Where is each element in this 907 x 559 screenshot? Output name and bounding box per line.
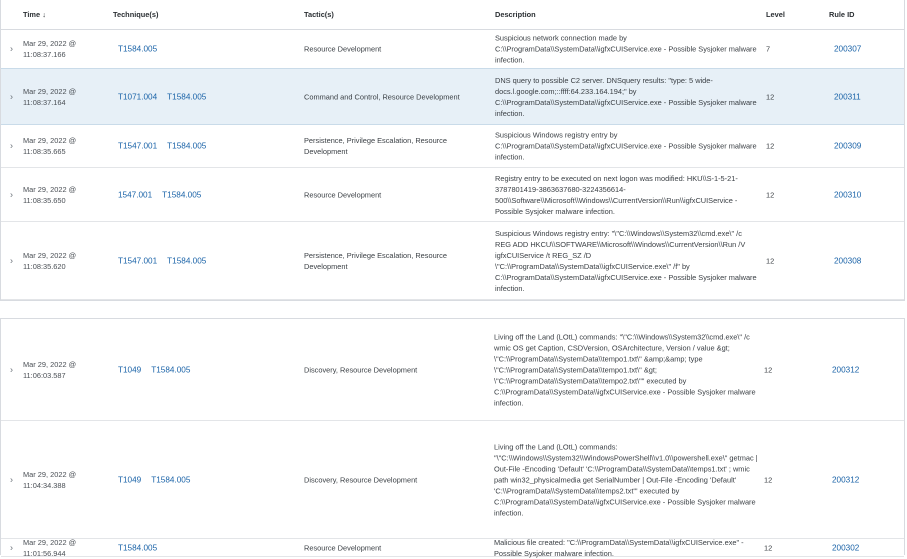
table-row[interactable] bbox=[1, 222, 904, 300]
technique-link[interactable]: T1584.005 bbox=[151, 475, 191, 484]
technique-link[interactable]: T1584.005 bbox=[167, 256, 207, 265]
chevron-right-icon[interactable]: › bbox=[10, 542, 13, 552]
description-text: Malicious file created: "C:\\ProgramData\\SystemData\\igfxCUIService.exe" - Possible Sysjoker malware infection. bbox=[494, 537, 744, 558]
technique-list bbox=[118, 255, 216, 266]
technique-link[interactable]: T1584.005 bbox=[118, 543, 158, 552]
rule-id-link[interactable]: 200307 bbox=[834, 44, 862, 53]
chevron-right-icon[interactable]: › bbox=[10, 364, 13, 375]
description-text: Suspicious network connection made by C:\\ProgramData\\SystemData\\igfxCUIService.exe - Possible Sysjoker malware infection. bbox=[495, 33, 757, 64]
timestamp: Mar 29, 2022 @ 11:08:35.620 bbox=[23, 250, 77, 271]
sort-descending-icon[interactable]: ↓ bbox=[42, 10, 46, 19]
tactic-text: Discovery, Resource Development bbox=[304, 365, 418, 375]
description-text: Suspicious Windows registry entry: "\"C:\\Windows\\System32\\cmd.exe\" /c REG ADD HKCU\\SOFTWARE\\Microsoft\\Windows\\CurrentVersion\\Run /V igfxCUIService /t REG_SZ /D \"C:\\ProgramData\\SystemData\\igfxCUIService.exe\" /f" by C:\\ProgramData\\SystemData\\igfxCUIService.exe - Possible Sysjoker malware infection. bbox=[495, 228, 757, 293]
level-value: 12 bbox=[766, 190, 775, 199]
technique-link[interactable]: T1547.001 bbox=[118, 256, 158, 265]
table-row[interactable] bbox=[1, 68, 904, 125]
column-header-tactic[interactable]: Tactic(s) bbox=[304, 10, 334, 19]
level-value: 12 bbox=[764, 365, 773, 375]
technique-link[interactable]: T1584.005 bbox=[167, 141, 207, 150]
description-text: Living off the Land (LOtL) commands: "\"C:\\Windows\\System32\\WindowsPowerShell\\v1.0\\powershell.exe\" getmac | Out-File -Encoding 'Default' 'C:\\ProgramData\\SystemData\\temps1.txt' ; wmic path win32_physicalmedia get SerialNumber | Out-File -Encoding 'Default' 'C:\\ProgramData\\SystemData\\temps2.txt'" executed by C:\\ProgramData\\SystemData\\igfxCUIService.exe - Possible Sysjoker malware infection. bbox=[494, 442, 758, 517]
level-value: 12 bbox=[764, 543, 773, 552]
technique-list bbox=[118, 140, 216, 151]
technique-list bbox=[118, 43, 167, 54]
rule-id-link[interactable]: 200302 bbox=[832, 543, 860, 552]
rule-id-link[interactable]: 200311 bbox=[834, 92, 861, 101]
technique-list bbox=[118, 474, 200, 485]
technique-link[interactable]: T1584.005 bbox=[162, 190, 202, 199]
tactic-text: Command and Control, Resource Development bbox=[304, 92, 460, 101]
table-row[interactable] bbox=[1, 539, 904, 557]
timestamp: Mar 29, 2022 @ 11:08:37.166 bbox=[23, 38, 77, 59]
technique-link[interactable]: T1584.005 bbox=[151, 365, 191, 375]
rule-id-link[interactable]: 200308 bbox=[834, 256, 862, 265]
rule-id-link[interactable]: 200312 bbox=[832, 475, 860, 484]
tactic-text: Discovery, Resource Development bbox=[304, 475, 418, 484]
rule-id-link[interactable]: 200312 bbox=[832, 365, 860, 375]
column-header-description[interactable]: Description bbox=[495, 10, 536, 19]
level-value: 12 bbox=[766, 92, 775, 101]
timestamp: Mar 29, 2022 @ 11:08:35.665 bbox=[23, 135, 77, 156]
tactic-text: Resource Development bbox=[304, 190, 382, 199]
description-text: Suspicious Windows registry entry by C:\\ProgramData\\SystemData\\igfxCUIService.exe - Possible Sysjoker malware infection. bbox=[495, 130, 757, 161]
column-header-technique[interactable]: Technique(s) bbox=[113, 10, 159, 19]
description-text: Living off the Land (LOtL) commands: "\"C:\\Windows\\System32\\cmd.exe\" /c wmic OS get Caption, CSDVersion, OSArchitecture, Version / value &gt; \"C:\\ProgramData\\SystemData\\tempo1.txt\" &amp;&amp; type \"C:\\ProgramData\\SystemData\\tempo1.txt\" &gt; \"C:\\ProgramData\\SystemData\\tempo2.txt\"" executed by C:\\ProgramData\\SystemData\\igfxCUIService.exe - Possible Sysjoker malware infection. bbox=[494, 332, 756, 408]
technique-link[interactable]: 1547.001 bbox=[118, 190, 153, 199]
technique-link[interactable]: T1584.005 bbox=[118, 44, 158, 53]
technique-link[interactable]: T1584.005 bbox=[167, 92, 207, 101]
chevron-right-icon[interactable]: › bbox=[10, 474, 13, 484]
timestamp: Mar 29, 2022 @ 11:08:37.164 bbox=[23, 86, 77, 107]
tactic-text: Persistence, Privilege Escalation, Resource Development bbox=[304, 250, 447, 271]
technique-link[interactable]: T1547.001 bbox=[118, 141, 158, 150]
technique-list bbox=[118, 542, 167, 553]
timestamp: Mar 29, 2022 @ 11:08:35.650 bbox=[23, 184, 77, 205]
rule-id-link[interactable]: 200310 bbox=[834, 190, 862, 199]
table-header bbox=[1, 0, 904, 30]
timestamp: Mar 29, 2022 @ 11:01:56.944 bbox=[23, 537, 77, 558]
timestamp: Mar 29, 2022 @ 11:04:34.388 bbox=[23, 469, 77, 490]
chevron-right-icon[interactable]: › bbox=[10, 91, 13, 101]
technique-list bbox=[118, 91, 216, 102]
chevron-right-icon[interactable]: › bbox=[10, 255, 13, 265]
description-text: Registry entry to be executed on next logon was modified: HKU\\S-1-5-21-3787801419-3863637680-3224356614-500\\Software\\Microsoft\\Windows\\CurrentVersion\\Run\\igfxCUIService - Possible Sysjoker malware infection. bbox=[495, 173, 738, 216]
tactic-text: Resource Development bbox=[304, 44, 382, 53]
timestamp: Mar 29, 2022 @ 11:06:03.587 bbox=[23, 360, 77, 380]
tactic-text: Resource Development bbox=[304, 543, 382, 552]
technique-link[interactable]: T1049 bbox=[118, 365, 142, 375]
technique-list bbox=[118, 189, 211, 200]
chevron-right-icon[interactable]: › bbox=[10, 140, 13, 150]
table-row[interactable] bbox=[1, 124, 904, 168]
table-row[interactable] bbox=[1, 320, 904, 421]
description-text: DNS query to possible C2 server. DNSquery results: "type: 5 wide-docs.l.google.com;::ffff:64.233.164.194;" by C:\\ProgramData\\SystemData\\igfxCUIService.exe - Possible Sysjoker malware infection. bbox=[495, 75, 757, 118]
technique-link[interactable]: T1071.004 bbox=[118, 92, 158, 101]
column-header-time[interactable]: Time ↓ bbox=[23, 10, 46, 19]
column-header-rule-id[interactable]: Rule ID bbox=[829, 10, 855, 19]
level-value: 7 bbox=[766, 44, 771, 53]
tactic-text: Persistence, Privilege Escalation, Resource Development bbox=[304, 135, 447, 156]
level-value: 12 bbox=[766, 141, 775, 150]
table-row[interactable] bbox=[1, 168, 904, 222]
technique-link[interactable]: T1049 bbox=[118, 475, 142, 484]
rule-id-link[interactable]: 200309 bbox=[834, 141, 862, 150]
table-row[interactable] bbox=[1, 29, 904, 69]
level-value: 12 bbox=[764, 475, 773, 484]
column-header-level[interactable]: Level bbox=[766, 10, 785, 19]
chevron-right-icon[interactable]: › bbox=[10, 189, 13, 199]
chevron-right-icon[interactable]: › bbox=[10, 43, 13, 53]
alerts-table-bottom bbox=[0, 318, 905, 558]
level-value: 12 bbox=[766, 256, 775, 265]
table-row[interactable] bbox=[1, 421, 904, 539]
technique-list bbox=[118, 365, 200, 376]
